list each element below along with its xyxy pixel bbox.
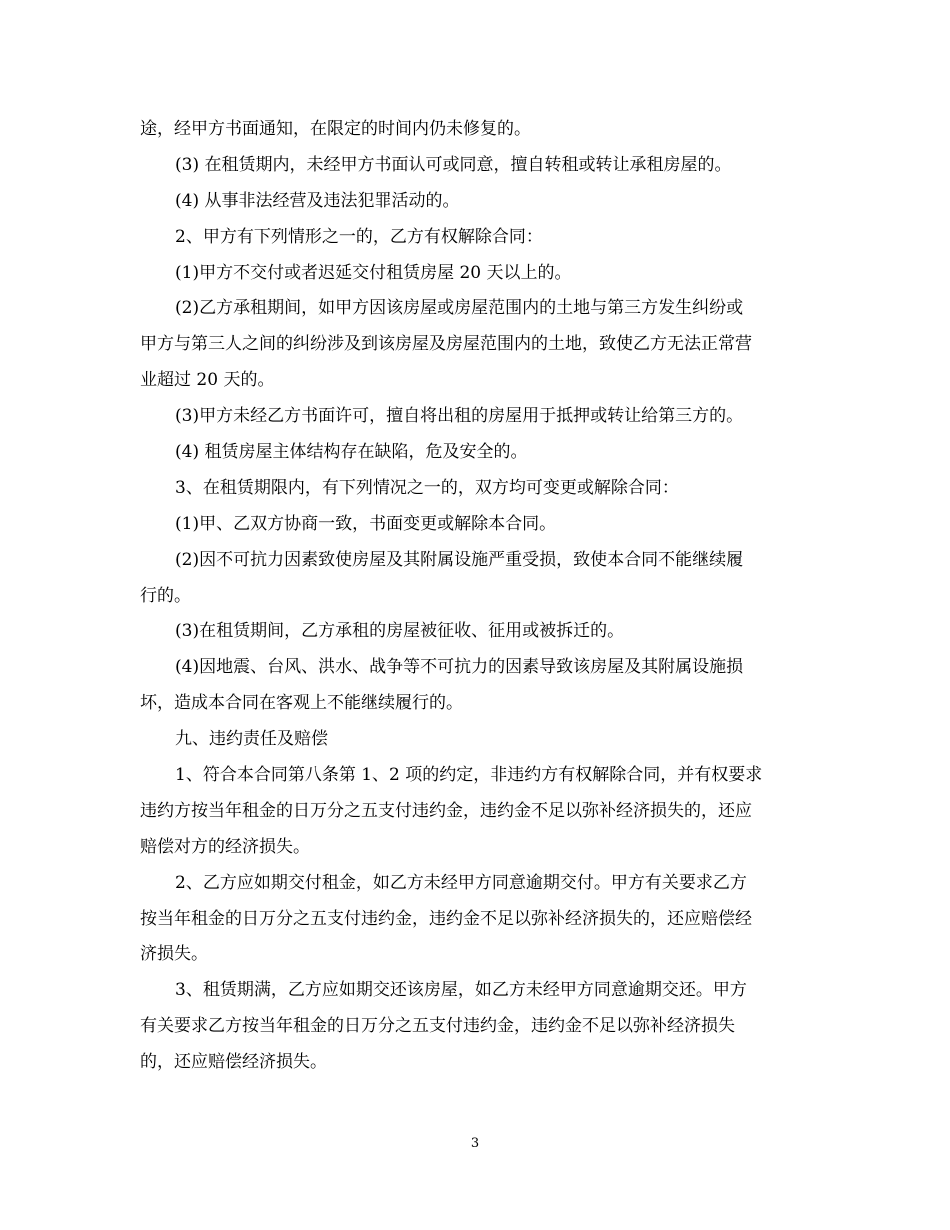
page-number: 3	[470, 1136, 480, 1151]
text-line: 业超过 20 天的。	[140, 370, 275, 391]
section-heading: 2、甲方有下列情形之一的，乙方有权解除合同：	[175, 226, 543, 247]
document-body	[140, 112, 820, 1081]
text-line: 违约方按当年租金的日万分之五支付违约金，违约金不足以弥补经济损失的，还应	[140, 800, 752, 821]
text-line: 济损失。	[140, 944, 208, 965]
text-line: 2、乙方应如期交付租金，如乙方未经甲方同意逾期交付。甲方有关要求乙方	[175, 872, 747, 893]
text-line: (3)甲方未经乙方书面许可，擅自将出租的房屋用于抵押或转让给第三方的。	[175, 406, 744, 427]
text-line: 赔偿对方的经济损失。	[140, 836, 310, 857]
text-line: (2)因不可抗力因素致使房屋及其附属设施严重受损，致使本合同不能继续履	[175, 549, 744, 570]
text-line: 甲方与第三人之间的纠纷涉及到该房屋及房屋范围内的土地，致使乙方无法正常营	[140, 334, 752, 355]
text-line: 有关要求乙方按当年租金的日万分之五支付违约金，违约金不足以弥补经济损失	[140, 1016, 735, 1037]
text-line: (1)甲、乙双方协商一致，书面变更或解除本合同。	[175, 513, 557, 534]
text-line: 的，还应赔偿经济损失。	[140, 1052, 327, 1073]
text-line: (4) 租赁房屋主体结构存在缺陷，危及安全的。	[175, 442, 528, 463]
text-line: (3) 在租赁期内，未经甲方书面认可或同意，擅自转租或转让承租房屋的。	[175, 154, 732, 175]
text-line: (3)在租赁期间，乙方承租的房屋被征收、征用或被拆迁的。	[175, 621, 625, 642]
text-line: 途，经甲方书面通知，在限定的时间内仍未修复的。	[140, 119, 531, 139]
text-line: (4)因地震、台风、洪水、战争等不可抗力的因素导致该房屋及其附属设施损	[175, 657, 744, 678]
text-line: 1、符合本合同第八条第 1、2 项的约定，非违约方有权解除合同，并有权要求	[175, 765, 763, 786]
text-line: 行的。	[140, 585, 191, 606]
chapter-heading: 九、违约责任及赔偿	[175, 729, 328, 750]
text-line: (4) 从事非法经营及违法犯罪活动的。	[175, 190, 460, 211]
text-line: 按当年租金的日万分之五支付违约金，违约金不足以弥补经济损失的，还应赔偿经	[140, 908, 752, 929]
text-line: (1)甲方不交付或者迟延交付租赁房屋 20 天以上的。	[175, 262, 572, 283]
section-heading: 3、在租赁期限内，有下列情况之一的，双方均可变更或解除合同：	[175, 477, 679, 498]
text-line: (2)乙方承租期间，如甲方因该房屋或房屋范围内的土地与第三方发生纠纷或	[175, 298, 744, 319]
text-line: 3、租赁期满，乙方应如期交还该房屋，如乙方未经甲方同意逾期交还。甲方	[175, 980, 747, 1001]
text-line: 坏，造成本合同在客观上不能继续履行的。	[140, 693, 463, 714]
